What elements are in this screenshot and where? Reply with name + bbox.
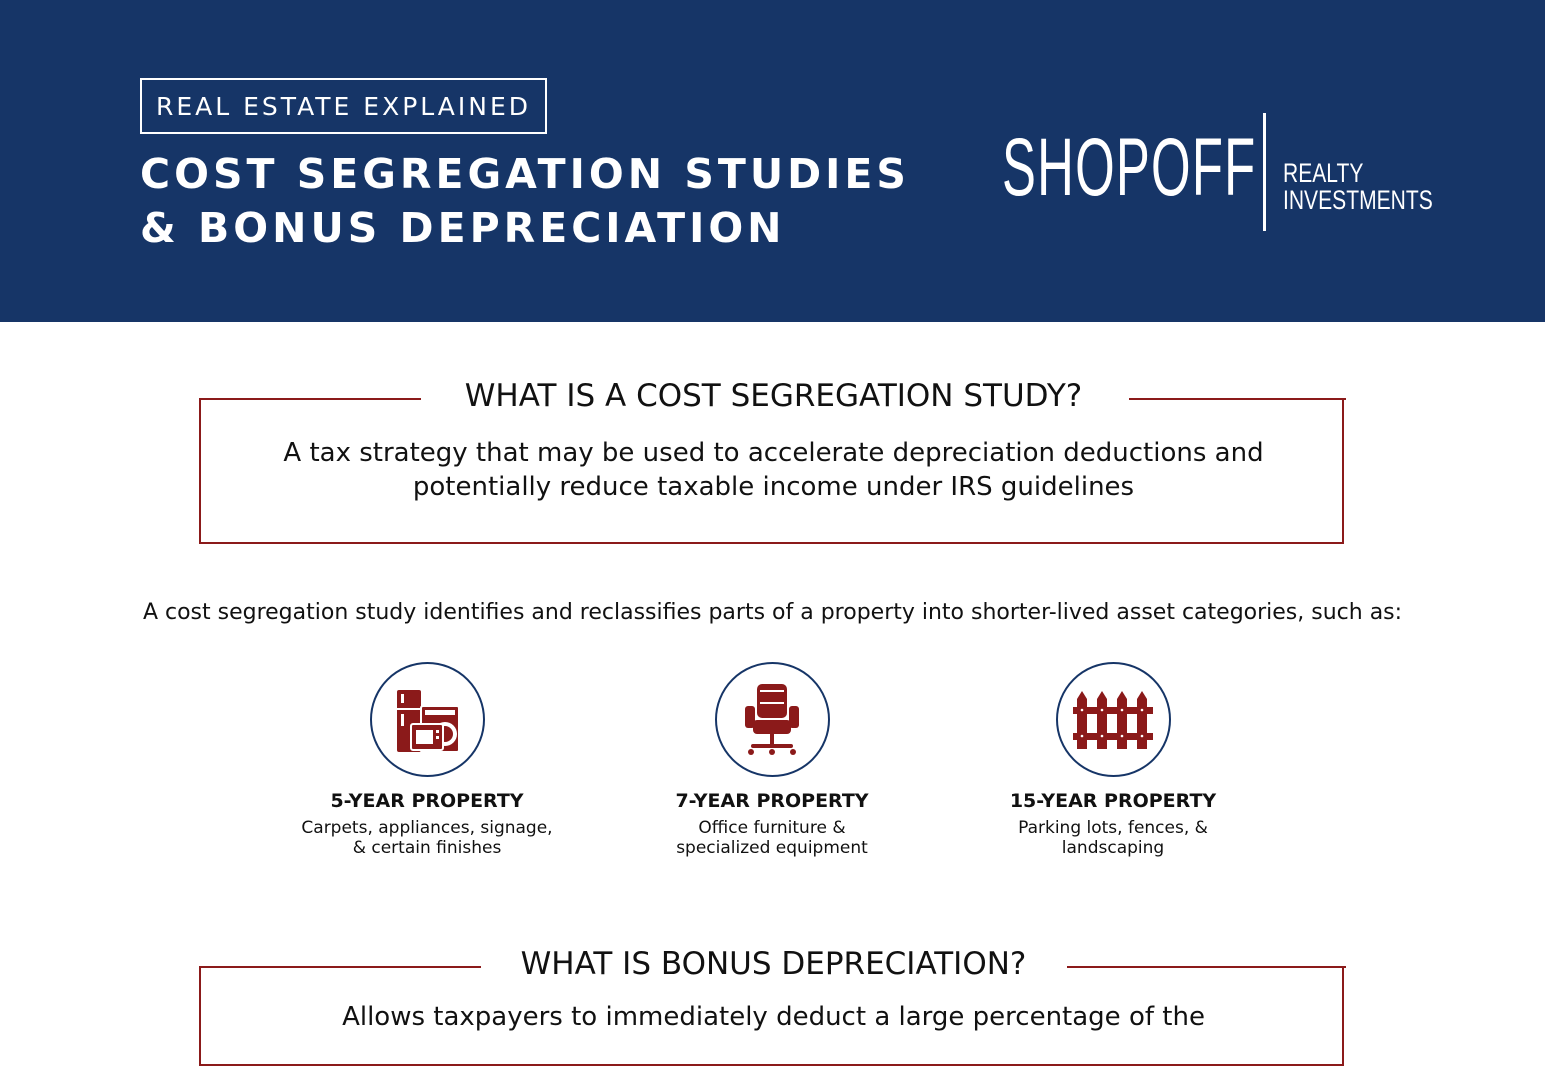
category-title: 15-YEAR PROPERTY (1009, 790, 1217, 812)
page-title-line2: & BONUS DEPRECIATION (140, 204, 786, 252)
category-icon-circle (370, 662, 485, 777)
eyebrow-label: REAL ESTATE EXPLAINED (140, 78, 547, 134)
category-description-line2: & certain finishes (352, 838, 502, 858)
logo-wordmark: SHOPOFF (1002, 122, 1257, 213)
section-definition-bonus-depreciation (201, 1000, 1346, 1034)
header-banner (0, 0, 1545, 322)
cost-segregation-definition-box (199, 378, 1344, 544)
category-description-line1: Parking lots, fences, & (1018, 818, 1208, 838)
office-chair-icon (739, 680, 805, 760)
bonus-depreciation-definition-box (199, 946, 1344, 1066)
section-title-bonus-depreciation: WHAT IS BONUS DEPRECIATION? (520, 946, 1027, 982)
intro-paragraph: A cost segregation study identifies and reclassifies parts of a property into shorter-lived asset categories, such as: (142, 600, 1403, 625)
page-title (140, 147, 910, 255)
category-description-line2: landscaping (1061, 838, 1165, 858)
category-icon-circle (715, 662, 830, 777)
section-title-cost-segregation: WHAT IS A COST SEGREGATION STUDY? (464, 378, 1083, 414)
logo-subtitle (1283, 160, 1433, 214)
definition-line1: Allows taxpayers to immediately deduct a large percentage of the (342, 1002, 1205, 1032)
category-description (953, 818, 1273, 858)
category-5-year (267, 662, 587, 858)
category-icon-circle (1056, 662, 1171, 777)
appliances-icon (391, 684, 463, 756)
definition-line1: A tax strategy that may be used to accelerate depreciation deductions and (283, 438, 1264, 468)
fence-icon (1073, 687, 1153, 753)
logo-subtitle-line2: INVESTMENTS (1283, 185, 1433, 215)
page-title-line1: COST SEGREGATION STUDIES (140, 150, 910, 198)
logo-subtitle-line1: REALTY (1283, 158, 1364, 188)
category-title: 5-YEAR PROPERTY (330, 790, 524, 812)
category-15-year (953, 662, 1273, 858)
category-description-line1: Carpets, appliances, signage, (301, 818, 553, 838)
definition-line2: potentially reduce taxable income under IRS guidelines (412, 472, 1135, 502)
section-definition-cost-segregation (201, 436, 1346, 504)
category-description (267, 818, 587, 858)
category-description-line1: Office furniture & (698, 818, 846, 838)
category-7-year (612, 662, 932, 858)
category-description (612, 818, 932, 858)
category-title: 7-YEAR PROPERTY (675, 790, 869, 812)
logo-divider (1263, 113, 1266, 231)
category-description-line2: specialized equipment (676, 838, 868, 858)
